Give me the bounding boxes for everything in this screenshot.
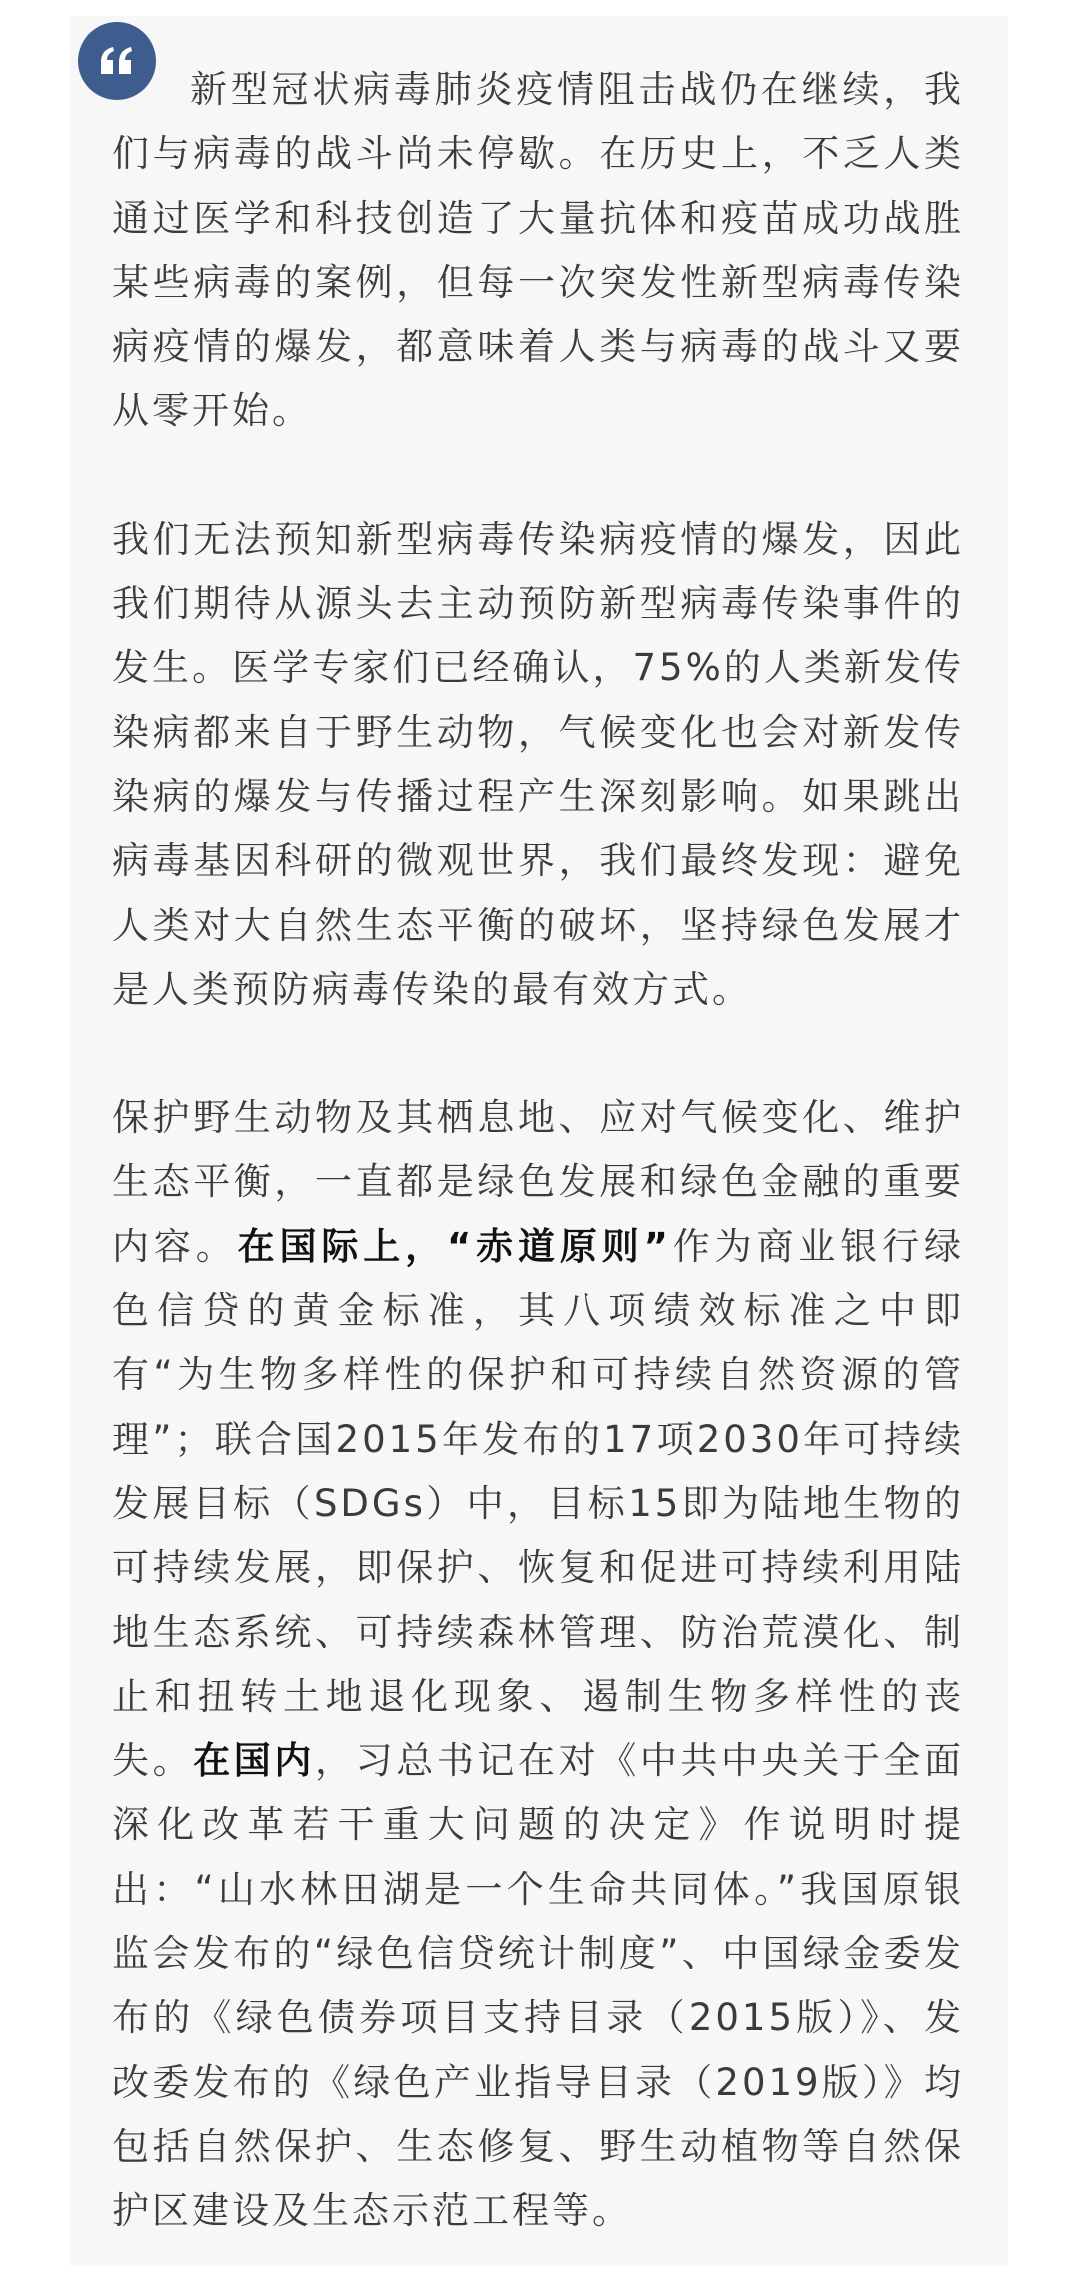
paragraph-3-intro: 保护野生动物及其栖息地、应对气候变化、维护生态平衡，一直都是绿色发展和绿色金融的重要内容。 xyxy=(112,1096,964,1268)
bold-domestic: 在国内 xyxy=(193,1739,316,1783)
article-body xyxy=(112,58,964,2244)
paragraph-1: 新型冠状病毒肺炎疫情阻击战仍在继续，我们与病毒的战斗尚未停歇。在历史上，不乏人类通过医学和科技创造了大量抗体和疫苗成功战胜某些病毒的案例，但每一次突发性新型病毒传染病疫情的爆发，都意味着人类与病毒的战斗又要从零开始。 xyxy=(112,68,964,433)
bold-international: 在国际上，“赤道原则” xyxy=(237,1224,671,1268)
paragraph-2: 我们无法预知新型病毒传染病疫情的爆发，因此我们期待从源头去主动预防新型病毒传染事件的发生。医学专家们已经确认，75%的人类新发传染病都来自于野生动物，气候变化也会对新发传染病的爆发与传播过程产生深刻影响。如果跳出病毒基因科研的微观世界，我们最终发现：避免人类对大自然生态平衡的破坏，坚持绿色发展才是人类预防病毒传染的最有效方式。 xyxy=(112,517,964,1011)
paragraph-3-international: 作为商业银行绿色信贷的黄金标准，其八项绩效标准之中即有“为生物多样性的保护和可持续自然资源的管理”；联合国2015年发布的17项2030年可持续发展目标（SDGs）中，目标15即为陆地生物的可持续发展，即保护、恢复和促进可持续利用陆地生态系统、可持续森林管理、防治荒漠化、制止和扭转土地退化现象、遏制生物多样性的丧失。 xyxy=(112,1224,965,1783)
paragraph-3 xyxy=(112,1086,964,2243)
paragraph-3-domestic: ，习总书记在对《中共中央关于全面深化改革若干重大问题的决定》作说明时提出：“山水林田湖是一个生命共同体。”我国原银监会发布的“绿色信贷统计制度”、中国绿金委发布的《绿色债券项目支持目录（2015版）》、发改委发布的《绿色产业指导目录（2019版）》均包括自然保护、生态修复、野生动植物等自然保护区建设及生态示范工程等。 xyxy=(112,1739,965,2233)
